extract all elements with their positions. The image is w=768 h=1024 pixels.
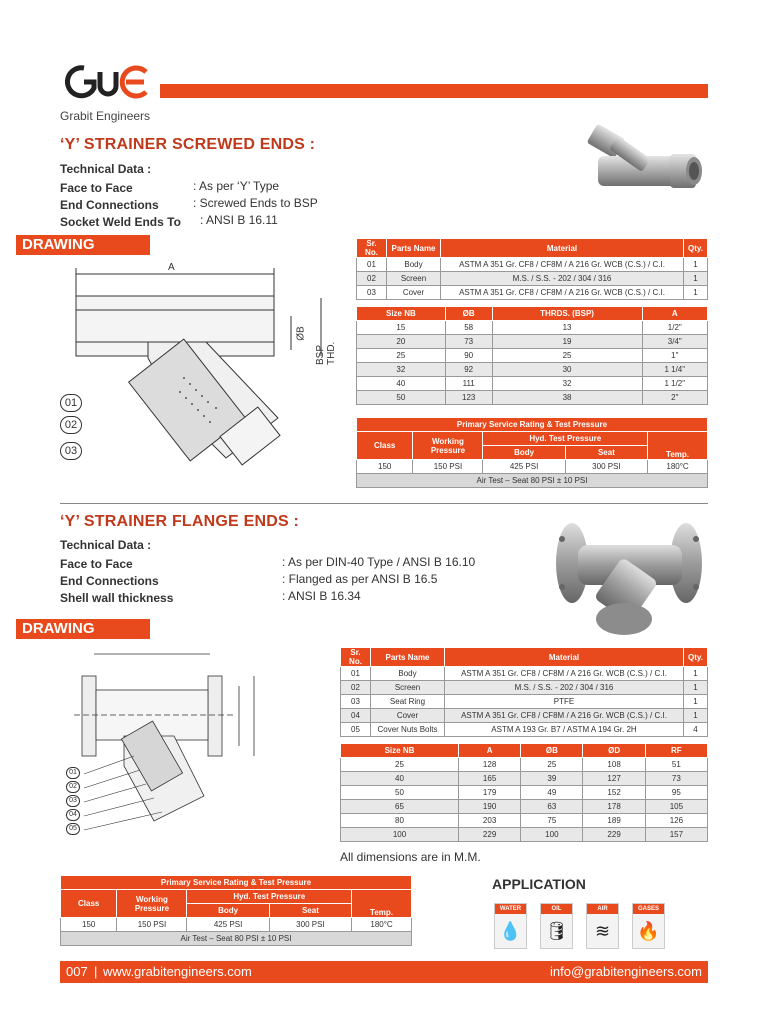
cell: 19: [492, 335, 642, 349]
col-b: ØB: [521, 744, 583, 758]
cell: 108: [583, 758, 645, 772]
cell: 180°C: [352, 918, 412, 932]
dimension-b-label: ØB: [295, 326, 307, 341]
tech-row: [60, 196, 360, 213]
cell: 190: [458, 800, 520, 814]
cell: PTFE: [445, 695, 684, 709]
cell: 75: [521, 814, 583, 828]
cell: 65: [341, 800, 459, 814]
col-temp: Temp.: [352, 890, 412, 918]
cell: 165: [458, 772, 520, 786]
tech-row-label: End Connections: [60, 198, 159, 212]
application-label: AIR: [587, 904, 618, 914]
cell: ASTM A 351 Gr. CF8 / CF8M / A 216 Gr. WCB (C.S.) / C.I.: [441, 286, 684, 300]
col-material: Material: [445, 648, 684, 667]
table-row: [341, 758, 708, 772]
cell: 80: [341, 814, 459, 828]
cell: 2": [642, 391, 707, 405]
cell: 03: [341, 695, 371, 709]
cell: Screen: [387, 272, 441, 286]
tech-row-value: : As per ‘Y’ Type: [193, 179, 280, 193]
page-number: 007: [66, 964, 88, 979]
callout-01: 01: [66, 767, 80, 779]
section2-sizes-table: [340, 743, 708, 842]
tech-row: [60, 555, 520, 572]
cell: ASTM A 351 Gr. CF8 / CF8M / A 216 Gr. WCB (C.S.) / C.I.: [445, 709, 684, 723]
callout-02: 02: [60, 416, 82, 434]
section-divider: [60, 503, 708, 504]
table-row: [357, 272, 708, 286]
section1-sizes-table: [356, 306, 708, 405]
cell: 25: [357, 349, 446, 363]
table-row: [341, 681, 708, 695]
cell: 25: [341, 758, 459, 772]
section1-rating-table: [356, 417, 708, 488]
cell: 150 PSI: [413, 460, 483, 474]
table-header-row: [357, 239, 708, 258]
application-label: WATER: [495, 904, 526, 914]
application-title: APPLICATION: [492, 876, 586, 892]
cell: 73: [645, 772, 707, 786]
cell: 25: [492, 349, 642, 363]
tech-row-value: : Flanged as per ANSI B 16.5: [282, 572, 438, 586]
cell: 50: [357, 391, 446, 405]
tech-row-value: : ANSI B 16.34: [282, 589, 361, 603]
header-bar: [160, 84, 708, 98]
cell: 63: [521, 800, 583, 814]
cell: 01: [357, 258, 387, 272]
section2-title: ‘Y’ STRAINER FLANGE ENDS :: [60, 513, 299, 530]
cell: ASTM A 193 Gr. B7 / ASTM A 194 Gr. 2H: [445, 723, 684, 737]
cell: 189: [583, 814, 645, 828]
cell: 105: [645, 800, 707, 814]
tech-row-label: Socket Weld Ends To: [60, 215, 181, 229]
cell: 1: [684, 709, 708, 723]
section2-rating-table: [60, 875, 412, 946]
cell: 30: [492, 363, 642, 377]
table-row: [357, 321, 708, 335]
cell: Body: [371, 667, 445, 681]
callout-05: 05: [66, 823, 80, 835]
tech-row-value: : As per DIN-40 Type / ANSI B 16.10: [282, 555, 476, 569]
cell: 1/2": [642, 321, 707, 335]
cell: 1": [642, 349, 707, 363]
tech-row: [60, 589, 520, 606]
cell: Cover: [387, 286, 441, 300]
section1-tech-data-label: Technical Data :: [60, 162, 152, 176]
bsp-thread-label: BSP THD.: [315, 341, 337, 365]
col-parts-name: Parts Name: [371, 648, 445, 667]
col-size-nb: Size NB: [357, 307, 446, 321]
cell: 95: [645, 786, 707, 800]
tech-row: [60, 572, 520, 589]
email-link[interactable]: info@grabitengineers.com: [550, 964, 702, 979]
cell: 300 PSI: [565, 460, 647, 474]
table-row: [357, 391, 708, 405]
table-header-row: [357, 307, 708, 321]
cell: 40: [341, 772, 459, 786]
table-row: [341, 723, 708, 737]
cell: 32: [357, 363, 446, 377]
tech-row-label: End Connections: [60, 574, 159, 588]
rating-title: Primary Service Rating & Test Pressure: [357, 418, 708, 432]
col-working-pressure: Working Pressure: [413, 432, 483, 460]
table-row: [357, 286, 708, 300]
cell: 1: [684, 667, 708, 681]
cell: M.S. / S.S. - 202 / 304 / 316: [441, 272, 684, 286]
application-label: OIL: [541, 904, 572, 914]
logo-mark: [60, 62, 152, 102]
cell: 20: [357, 335, 446, 349]
cell: 40: [357, 377, 446, 391]
cell: 02: [357, 272, 387, 286]
cell: 300 PSI: [269, 918, 351, 932]
tech-row: [60, 213, 360, 230]
cell: 25: [521, 758, 583, 772]
application-gases: [632, 903, 665, 949]
callout-01: 01: [60, 394, 82, 412]
cell: Body: [387, 258, 441, 272]
dimensions-note: All dimensions are in M.M.: [340, 850, 481, 864]
rating-title: Primary Service Rating & Test Pressure: [61, 876, 412, 890]
cell: 02: [341, 681, 371, 695]
cell: M.S. / S.S. - 202 / 304 / 316: [445, 681, 684, 695]
tech-row-label: Face to Face: [60, 557, 133, 571]
cell: Seat Ring: [371, 695, 445, 709]
cell: 152: [583, 786, 645, 800]
cell: 157: [645, 828, 707, 842]
table-row: [357, 377, 708, 391]
table-row: [61, 918, 412, 932]
cell: Cover Nuts Bolts: [371, 723, 445, 737]
company-logo: [60, 62, 152, 123]
cell: 73: [445, 335, 492, 349]
flanged-strainer-drawing: [64, 646, 274, 836]
cell: 01: [341, 667, 371, 681]
application-water: [494, 903, 527, 949]
table-row: [341, 814, 708, 828]
footer-bar: [60, 961, 708, 983]
table-header-row: [341, 744, 708, 758]
callout-02: 02: [66, 781, 80, 793]
tech-row-value: : Screwed Ends to BSP: [193, 196, 318, 210]
col-hyd-test: Hyd. Test Pressure: [187, 890, 352, 904]
table-row: [357, 349, 708, 363]
cell: 1 1/2": [642, 377, 707, 391]
cell: 150 PSI: [117, 918, 187, 932]
section1-title: ‘Y’ STRAINER SCREWED ENDS :: [60, 136, 316, 153]
cell: ASTM A 351 Gr. CF8 / CF8M / A 216 Gr. WCB (C.S.) / C.I.: [445, 667, 684, 681]
application-label: GASES: [633, 904, 664, 914]
cell: 150: [357, 460, 413, 474]
cell: 100: [341, 828, 459, 842]
tech-row: [60, 179, 360, 196]
col-hyd-test: Hyd. Test Pressure: [483, 432, 648, 446]
cell: 1: [684, 681, 708, 695]
cell: 39: [521, 772, 583, 786]
tech-row-label: Face to Face: [60, 181, 133, 195]
col-temp: Temp.: [648, 432, 708, 460]
cell: 229: [458, 828, 520, 842]
water-drops-icon: 💧: [499, 921, 522, 941]
oil-can-icon: 🛢: [545, 921, 568, 941]
cell: 15: [357, 321, 446, 335]
section2-materials-table: [340, 647, 708, 737]
table-row: [341, 772, 708, 786]
cell: 128: [458, 758, 520, 772]
cell: 123: [445, 391, 492, 405]
cell: 04: [341, 709, 371, 723]
table-row: [357, 258, 708, 272]
cell: 150: [61, 918, 117, 932]
section2-drawing-badge: DRAWING: [16, 619, 150, 639]
cell: 4: [684, 723, 708, 737]
cell: 1: [684, 258, 708, 272]
cell: 229: [583, 828, 645, 842]
table-row: [357, 460, 708, 474]
col-sr-no: Sr. No.: [341, 648, 371, 667]
cell: 58: [445, 321, 492, 335]
section1-materials-table: [356, 238, 708, 300]
col-rf: RF: [645, 744, 707, 758]
table-row: [341, 695, 708, 709]
cell: 179: [458, 786, 520, 800]
cell: Cover: [371, 709, 445, 723]
cell: 127: [583, 772, 645, 786]
cell: 100: [521, 828, 583, 842]
table-row: [341, 667, 708, 681]
col-body: Body: [187, 904, 269, 918]
cell: 180°C: [648, 460, 708, 474]
tech-row-value: : ANSI B 16.11: [200, 213, 278, 227]
cell: 38: [492, 391, 642, 405]
cell: 05: [341, 723, 371, 737]
tech-row-label: Shell wall thickness: [60, 591, 174, 605]
col-seat: Seat: [269, 904, 351, 918]
table-row: [357, 335, 708, 349]
callout-03: 03: [60, 442, 82, 460]
cell: 50: [341, 786, 459, 800]
col-body: Body: [483, 446, 565, 460]
section1-drawing-badge: DRAWING: [16, 235, 150, 255]
col-size-nb: Size NB: [341, 744, 459, 758]
cell: 111: [445, 377, 492, 391]
cell: Screen: [371, 681, 445, 695]
table-row: [341, 786, 708, 800]
screwed-strainer-drawing: [56, 258, 346, 483]
air-icon: ≋: [594, 921, 611, 941]
application-icons: [494, 903, 668, 951]
flanged-strainer-photo: [548, 515, 710, 643]
section2-tech-data-label: Technical Data :: [60, 538, 152, 552]
col-working-pressure: Working Pressure: [117, 890, 187, 918]
cell: 92: [445, 363, 492, 377]
table-row: [341, 709, 708, 723]
cell: 32: [492, 377, 642, 391]
cell: 1: [684, 695, 708, 709]
col-sr-no: Sr. No.: [357, 239, 387, 258]
callout-03: 03: [66, 795, 80, 807]
table-row: [341, 828, 708, 842]
cell: 90: [445, 349, 492, 363]
col-class: Class: [61, 890, 117, 918]
col-material: Material: [441, 239, 684, 258]
footer-separator: |: [94, 964, 98, 979]
cell: 51: [645, 758, 707, 772]
flame-icon: 🔥: [637, 921, 660, 941]
col-seat: Seat: [565, 446, 647, 460]
cell: 13: [492, 321, 642, 335]
col-d: ØD: [583, 744, 645, 758]
col-qty: Qty.: [684, 239, 708, 258]
cell: 178: [583, 800, 645, 814]
air-test-note: Air Test – Seat 80 PSI ± 10 PSI: [61, 932, 412, 946]
cell: 425 PSI: [483, 460, 565, 474]
website-link[interactable]: www.grabitengineers.com: [103, 964, 252, 979]
dimension-a-label: A: [168, 262, 175, 273]
cell: 425 PSI: [187, 918, 269, 932]
company-name: Grabit Engineers: [60, 109, 151, 123]
cell: 1 1/4": [642, 363, 707, 377]
application-oil: [540, 903, 573, 949]
cell: 1: [684, 286, 708, 300]
screwed-strainer-photo: [570, 120, 710, 216]
table-header-row: [341, 648, 708, 667]
table-row: [341, 800, 708, 814]
table-row: [357, 363, 708, 377]
cell: 1: [684, 272, 708, 286]
col-class: Class: [357, 432, 413, 460]
cell: 3/4": [642, 335, 707, 349]
col-a: A: [458, 744, 520, 758]
cell: 49: [521, 786, 583, 800]
cell: 03: [357, 286, 387, 300]
cell: ASTM A 351 Gr. CF8 / CF8M / A 216 Gr. WCB (C.S.) / C.I.: [441, 258, 684, 272]
cell: 203: [458, 814, 520, 828]
col-b: ØB: [445, 307, 492, 321]
cell: 126: [645, 814, 707, 828]
col-parts-name: Parts Name: [387, 239, 441, 258]
col-qty: Qty.: [684, 648, 708, 667]
col-a: A: [642, 307, 707, 321]
col-threads: THRDS. (BSP): [492, 307, 642, 321]
application-air: [586, 903, 619, 949]
section2-tech-rows: [60, 555, 520, 606]
air-test-note: Air Test – Seat 80 PSI ± 10 PSI: [357, 474, 708, 488]
section1-tech-rows: [60, 179, 360, 230]
callout-04: 04: [66, 809, 80, 821]
